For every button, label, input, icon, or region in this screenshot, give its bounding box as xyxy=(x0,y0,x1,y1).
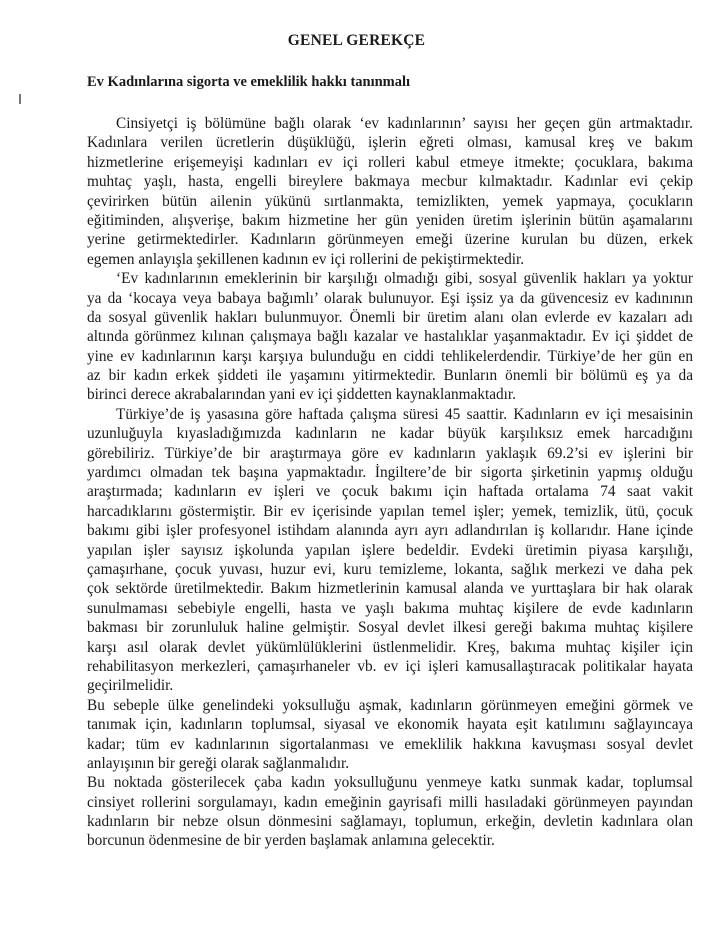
text-line: uzunluğuyla kıyasladığımızda kadınların ne kadar büyük karşılıksız emek harcadığını xyxy=(87,425,693,443)
scan-mark xyxy=(19,94,21,104)
text-line: az bir kadın erkek şiddeti ile yaşamını yitirmektedir. Bunların önemli bir bölümü eş ya da xyxy=(87,367,693,385)
text-line: tanımak için, kadınların toplumsal, siyasal ve ekonomik hayata eşit katılımını sağlayıncaya xyxy=(87,716,693,734)
text-line: muhtaç yaşlı, hasta, engelli bireylere bakmaya mecbur kılmaktadır. Kadınlar evi çekip xyxy=(87,173,693,191)
text-line: Bu sebeple ülke genelindeki yoksulluğu aşmak, kadınların görünmeyen emeğini görmek ve xyxy=(87,696,693,714)
text-line: eğitiminden, alışverişe, bakım hizmetine her gün yeniden üretim işlerinin bütün aşamalarını xyxy=(87,211,693,229)
text-line: sunulmaması sebebiyle engelli, hasta ve yaşlı bakıma muhtaç kişilere de evde kadınların xyxy=(87,599,693,617)
text-line: geçirilmelidir. xyxy=(87,677,174,695)
text-line: kadınların bir nebze olsun dönmesini sağlamayı, toplumun, erkeğin, devletin kadınlara olan xyxy=(87,813,693,831)
text-line: yine ev kadınlarının karşı karşıya bulunduğu en ciddi tehlikelerdendir. Türkiye’de her gün en xyxy=(87,347,693,365)
text-line: yapılan işler sayısız işkolunda yapılan işlere bedeldir. Evdeki üretimin piyasa karşılığı, xyxy=(87,541,693,559)
text-line: Kadınlara verilen ücretlerin düşüklüğü, işlerin eğreti olması, kamusal kreş ve bakım xyxy=(87,134,693,152)
text-line: araştırmada; kadınların ev işleri ve çocuk bakımı için haftada ortalama 74 saat vakit xyxy=(87,483,693,501)
text-line: çamaşırhane, çocuk yuvası, huzur evi, kuru temizleme, lokanta, sağlık merkezi ve daha pek xyxy=(87,560,693,578)
text-line: çevirirken bütün ailenin yükünü sırtlanmakta, temizlikten, yemek yapmaya, çocukların xyxy=(87,192,693,210)
text-line: borcunun ödenmesine de bir yerden başlamak anlamına gelecektir. xyxy=(87,832,495,850)
body-text xyxy=(87,114,693,851)
text-line: harcadıklarını göstermiştir. Bir ev içerisinde yapılan temel işler; yemek, temizlik, ütü, çocuk xyxy=(87,502,693,520)
text-line: da sosyal güvenlik hakları bulunmuyor. Önemli bir üretim alanı olan evlerde ev kazaları adı xyxy=(87,308,693,326)
text-line: yardımcı olmadan tek başına yapmaktadır. İngiltere’de bir sigorta şirketinin yapmış olduğu xyxy=(87,464,693,482)
text-line: kadar; tüm ev kadınlarının sigortalanması ve emeklilik hakkına kavuşması sosyal devlet xyxy=(87,735,693,753)
text-line: ‘Ev kadınlarının emeklerinin bir karşılığı olmadığı gibi, sosyal güvenlik hakları ya yoktur xyxy=(116,270,693,288)
text-line: anlayışının bir gereği olarak sağlanmalıdır. xyxy=(87,754,350,772)
text-line: yerine getirmektedirler. Kadınların görünmeyen emeği üzerine kurulan bu düzen, erkek xyxy=(87,231,693,249)
text-line: görebiliriz. Türkiye’de bir araştırmaya göre ev kadınların yaklaşık 69.2’si ev işlerini bir xyxy=(87,444,693,462)
text-line: bakması bir zorunluluk haline gelmiştir. Sosyal devlet ilkesi gereği bakıma muhtaç kişilere xyxy=(87,619,693,637)
text-line: karşı asıl olarak devlet yükümlülüklerini üstlenmelidir. Kreş, bakıma muhtaç kişiler için xyxy=(87,638,693,656)
text-line: Türkiye’de iş yasasına göre haftada çalışma süresi 45 saattir. Kadınların ev içi mesaisinin xyxy=(116,405,693,423)
text-line: çok sektörde üretilmektedir. Bakım hizmetlerinin kamusal alanda ve yurttaşlara bir hak olarak xyxy=(87,580,693,598)
text-line: birinci derece akrabalarından yani ev içi şiddetten kaynaklanmaktadır. xyxy=(87,386,516,404)
section-heading: Ev Kadınlarına sigorta ve emeklilik hakkı tanınmalı xyxy=(87,74,411,90)
text-line: hizmetlerine erişemeyişi kadınları ev içi rolleri kabul etmeye itmekte; çocuklara, bakıma xyxy=(87,153,693,171)
text-line: egemen anlayışla şekillenen kadının ev içi rollerini de pekiştirmektedir. xyxy=(87,250,525,268)
text-line: Cinsiyetçi iş bölümüne bağlı olarak ‘ev kadınlarının’ sayısı her geçen gün artmaktadır. xyxy=(116,115,693,132)
document-title: GENEL GEREKÇE xyxy=(287,32,426,49)
text-line: ya da ‘kocaya veya babaya bağımlı’ olarak bulunuyor. Eşi işsiz ya da güvencesiz ev kadınının xyxy=(87,289,693,307)
text-line: altında görünmez kılınan çalışmaya bağlı kazalar ve hastalıklar yaşanmaktadır. Ev içi şiddet de xyxy=(87,328,693,346)
text-line: cinsiyet rollerini sorgulamayı, kadın emeğinin gayrisafi milli hasıladaki görünmeyen payından xyxy=(87,793,693,811)
text-line: rehabilitasyon merkezleri, çamaşırhaneler vb. ev içi işleri kamusallaştıracak politikalar hayata xyxy=(87,657,693,675)
text-line: bakımı gibi işler profesyonel istihdam alanında ayrı ayrı adlandırılan iş kollarıdır. Hane içinde xyxy=(87,522,693,540)
text-line: Bu noktada gösterilecek çaba kadın yoksulluğunu yenmeye katkı sunmak kadar, toplumsal xyxy=(87,774,693,792)
